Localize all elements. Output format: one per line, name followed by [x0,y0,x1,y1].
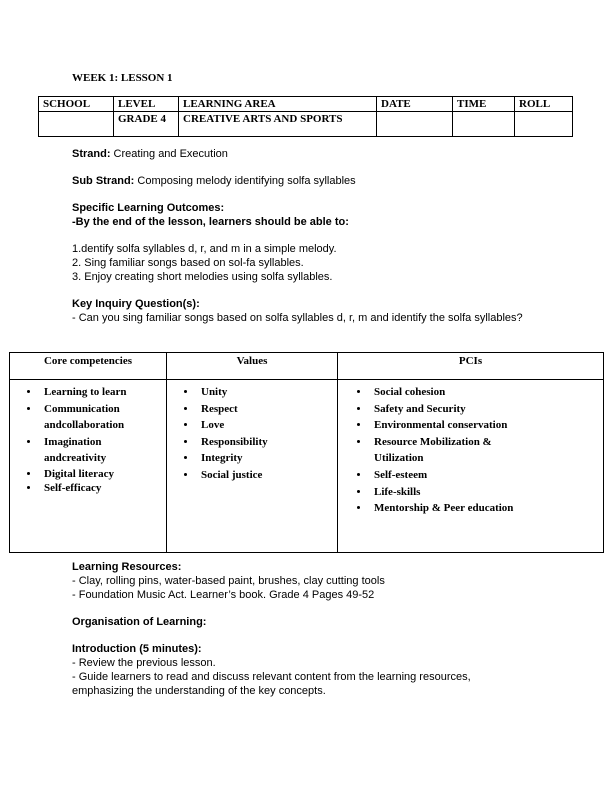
list-item: • Integrity [197,450,333,467]
column-header: PCIs [338,353,604,380]
outcome-item: 3. Enjoy creating short melodies using solfa syllables. [72,271,333,283]
outcome-item: 1.dentify solfa syllables d, r, and m in a simple melody. [72,243,337,255]
header-cell: LEARNING AREA [179,97,377,112]
list-item: • Responsibility [197,434,333,451]
competency-table [9,352,604,553]
list-item: • Unity [197,384,333,401]
strand: Strand: Creating and Execution [72,148,228,160]
list-item: • Social justice [197,467,333,484]
list-item: • Imagination andcreativity [40,434,162,467]
sub-strand: Sub Strand: Composing melody identifying solfa syllables [72,175,356,187]
school-value [39,112,114,137]
list-item: • Self-esteem [370,467,520,484]
header-cell: TIME [453,97,515,112]
lesson-title: WEEK 1: LESSON 1 [72,72,173,84]
time-value [453,112,515,137]
header-cell: ROLL [515,97,573,112]
header-cell: SCHOOL [39,97,114,112]
list-item: • Safety and Security [370,401,520,418]
list-item: • Resource Mobilization & Utilization [370,434,520,467]
list-item: • Life-skills [370,484,520,501]
core-competencies-cell [10,380,167,553]
learning-resources: Learning Resources: - Clay, rolling pins, water-based paint, brushes, clay cutting tools - Foundation Music Act. Learner’s book. Grade 4 Pages 49-52 [72,561,385,601]
list-item: • Respect [197,401,333,418]
outcome-item: 2. Sing familiar songs based on sol-fa syllables. [72,257,304,269]
list-item: • Learning to learn [40,384,162,401]
list-item: • Mentorship & Peer education [370,500,520,517]
roll-value [515,112,573,137]
level-value: GRADE 4 [114,112,179,137]
pcis-cell [338,380,604,553]
column-header: Core competencies [10,353,167,380]
list-item: • Digital literacy [40,467,162,481]
header-cell: DATE [377,97,453,112]
learning-area-value: CREATIVE ARTS AND SPORTS [179,112,377,137]
introduction: Introduction (5 minutes): - Review the previous lesson. - Guide learners to read and discuss relevant content from the learning resources, emphasizing the understanding of the key concepts. [72,643,471,697]
list-item: • Social cohesion [370,384,520,401]
date-value [377,112,453,137]
list-item: • Communication andcollaboration [40,401,162,434]
list-item: • Love [197,417,333,434]
values-cell [167,380,338,553]
list-item: • Environmental conservation [370,417,520,434]
column-header: Values [167,353,338,380]
outcomes-list [72,242,337,284]
key-inquiry: Key Inquiry Question(s): - Can you sing familiar songs based on solfa syllables d, r, m and identify the solfa syllables? [72,298,523,324]
list-item: • Self-efficacy [40,481,162,495]
header-table [38,96,573,137]
header-cell: LEVEL [114,97,179,112]
outcomes-heading: Specific Learning Outcomes: -By the end of the lesson, learners should be able to: [72,202,349,228]
organisation-heading: Organisation of Learning: [72,616,207,628]
